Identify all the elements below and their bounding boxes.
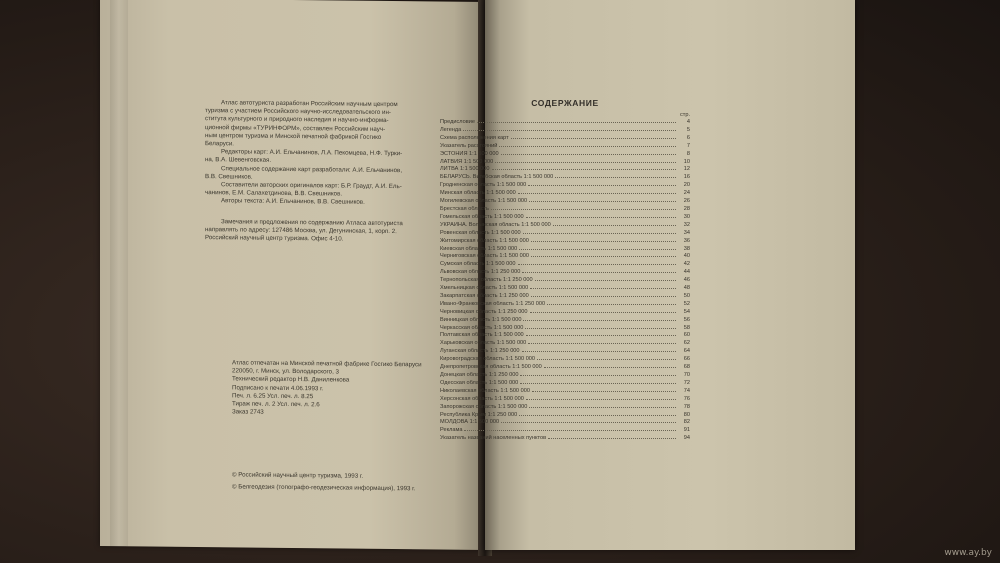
toc-leader-dots [553, 225, 676, 226]
toc-entry [440, 412, 690, 420]
copyright-line: © Белгеодезия (топографо-геодезическая информация), 1993 г. [232, 483, 416, 493]
toc-entry-title: Гомельская область 1:1 500 000 [440, 213, 524, 220]
toc-entry-page: 40 [683, 253, 690, 260]
toc-entry [440, 198, 690, 206]
toc-leader-dots [523, 233, 676, 234]
toc-entry [440, 356, 690, 364]
toc-entry-title: Днепропетровская область 1:1 500 000 [440, 364, 542, 371]
toc-entry [440, 348, 690, 356]
toc-entry [440, 285, 690, 293]
toc-entry [440, 317, 690, 325]
toc-entry-page: 44 [683, 269, 690, 276]
imprint-line: Беларуси. [205, 140, 235, 148]
print-data-block [232, 359, 452, 419]
toc-leader-dots [525, 328, 676, 329]
toc-entry-title: Черкасская область 1:1 500 000 [440, 324, 524, 331]
toc-leader-dots [501, 154, 676, 155]
toc-entry-page: 76 [683, 395, 690, 402]
toc-leader-dots [526, 335, 676, 336]
imprint-line: Редакторы карт: А.И. Ельчанинов, Л.А. Пекомцева, Н.Ф. Турки- [221, 148, 403, 158]
toc-leader-dots [519, 415, 676, 416]
toc-entry-page: 36 [683, 237, 690, 244]
toc-entry-title: Минская область 1:1 500 000 [440, 190, 516, 197]
toc-entry-page: 80 [683, 411, 690, 418]
toc-entry [440, 182, 690, 190]
toc-entry [440, 230, 690, 238]
toc-leader-dots [531, 296, 676, 297]
toc-leader-dots [548, 438, 676, 439]
toc-leader-dots [522, 272, 676, 273]
toc-leader-dots [529, 201, 676, 202]
toc-leader-dots [522, 351, 676, 352]
toc-entry [440, 396, 690, 404]
toc-entry-page: 94 [683, 435, 690, 442]
toc-entry [440, 174, 690, 182]
toc-entry-page: 60 [683, 332, 690, 339]
toc-entry-page: 70 [683, 372, 690, 378]
toc-entry [440, 119, 690, 127]
toc-entry-page: 64 [683, 348, 690, 355]
toc-entry-page: 24 [683, 190, 690, 197]
toc-leader-dots [555, 177, 676, 178]
toc-leader-dots [520, 375, 676, 376]
toc-entry-title: Донецкая область 1:1 250 000 [440, 372, 519, 378]
toc-leader-dots [547, 304, 676, 305]
print-line: Атлас отпечатан на Минской печатной фабрике Госгико Беларуси [232, 359, 422, 369]
contact-line: направлять по адресу: 127486 Москва, ул. Дегунинская, 1, корп. 2. [205, 225, 397, 235]
watermark: www.ay.by [944, 548, 992, 558]
toc-entry [440, 253, 690, 261]
toc-leader-dots [518, 193, 676, 194]
toc-entry-title: Николаевская область 1:1 500 000 [440, 387, 530, 394]
toc-entry [440, 340, 690, 348]
toc-entry-title: Хмельницкая область 1:1 500 000 [440, 285, 529, 292]
table-of-contents [440, 98, 690, 443]
imprint-line: Авторы текста: А.И. Ельчанинов, В.В. Свешников. [221, 197, 365, 207]
toc-entry [440, 151, 690, 159]
toc-page-column-label: стр. [679, 112, 690, 118]
toc-entry-title: Кировоградская область 1:1 500 000 [440, 356, 536, 363]
imprint-line: ционной фирмы «ТУРИНФОРМ», составлен Российским науч- [205, 123, 386, 133]
toc-list [440, 119, 690, 443]
toc-entry-page: 34 [683, 229, 690, 236]
toc-entry [440, 190, 690, 198]
print-line: Технический редактор Н.В. Даниленкова [232, 375, 350, 385]
toc-entry-page: 46 [683, 277, 690, 284]
toc-leader-dots [528, 185, 676, 186]
toc-entry [440, 269, 690, 277]
toc-entry [440, 159, 690, 167]
toc-entry [440, 435, 690, 443]
toc-entry-page: 5 [686, 126, 690, 133]
toc-entry-page: 30 [683, 213, 690, 220]
toc-entry [440, 261, 690, 269]
copyright-line: © Российский научный центр туризма, 1993 г. [232, 471, 364, 480]
toc-entry-title: Легенда [440, 126, 462, 133]
toc-leader-dots [477, 122, 676, 123]
toc-leader-dots [526, 217, 676, 218]
toc-entry-title: МОЛДОВА 1:1 500 000 [440, 419, 500, 426]
toc-entry-page: 52 [683, 300, 690, 307]
toc-leader-dots [520, 383, 676, 384]
toc-entry-page: 4 [686, 119, 690, 125]
toc-entry-title: Житомирская область 1:1 500 000 [440, 237, 529, 244]
toc-leader-dots [544, 367, 676, 368]
toc-entry-title: Запорожская область 1:1 500 000 [440, 403, 528, 410]
print-line: Подписано к печати 4.06.1993 г. [232, 383, 324, 392]
toc-entry-title: ЭСТОНИЯ 1:1 500 000 [440, 150, 499, 157]
toc-entry [440, 127, 690, 135]
toc-leader-dots [511, 138, 676, 139]
toc-entry [440, 143, 690, 151]
toc-entry-title: Львовская область 1:1 250 000 [440, 269, 521, 276]
toc-entry-title: Херсонская область 1:1 500 000 [440, 395, 524, 402]
toc-entry-title: Луганская область 1:1 250 000 [440, 348, 520, 355]
toc-entry [440, 214, 690, 222]
toc-entry-title: ЛИТВА 1:1 500 000 [440, 166, 490, 173]
toc-entry-title: Схема расположения карт [440, 134, 509, 141]
toc-entry-title: Могилевская область 1:1 500 000 [440, 198, 528, 205]
toc-entry-page: 68 [683, 364, 690, 371]
page-fold [110, 0, 128, 546]
toc-entry-page: 74 [683, 387, 690, 394]
toc-entry-page: 7 [686, 142, 690, 149]
toc-leader-dots [530, 312, 676, 313]
toc-entry [440, 325, 690, 333]
toc-entry-page: 62 [683, 340, 690, 347]
toc-entry-title: Республика Крым 1:1 250 000 [440, 411, 518, 418]
toc-entry-page: 48 [683, 285, 690, 292]
toc-entry [440, 222, 690, 230]
toc-entry [440, 332, 690, 340]
print-line: Тираж печ. л. 2 Усл. печ. л. 2.6 [232, 400, 320, 409]
toc-leader-dots [535, 280, 676, 281]
toc-leader-dots [492, 169, 677, 170]
toc-entry-page: 72 [683, 379, 690, 386]
print-line: 220050, г. Минск, ул. Володарского, 3 [232, 367, 339, 376]
toc-entry-title: Черновицкая область 1:1 250 000 [440, 308, 528, 315]
toc-entry-title: Реклама [440, 427, 463, 434]
toc-leader-dots [491, 209, 676, 210]
toc-leader-dots [501, 422, 676, 423]
toc-leader-dots [519, 249, 676, 250]
toc-entry-page: 56 [683, 316, 690, 323]
toc-entry [440, 388, 690, 396]
toc-entry-page: 82 [683, 419, 690, 426]
contact-line: Российский научный центр туризма. Офис 4-10. [205, 234, 344, 243]
toc-entry-page: 66 [683, 356, 690, 363]
toc-entry-page: 8 [686, 150, 690, 157]
toc-entry [440, 364, 690, 372]
toc-entry [440, 246, 690, 254]
print-line: Заказ 2743 [232, 408, 264, 416]
toc-entry [440, 372, 690, 380]
toc-leader-dots [464, 430, 676, 431]
toc-leader-dots [530, 288, 676, 289]
imprint-line: ститута культурного и природного наследия и научно-информа- [205, 115, 389, 125]
toc-entry-title: Черниговская область 1:1 500 000 [440, 253, 529, 260]
toc-leader-dots [518, 264, 677, 265]
toc-leader-dots [463, 130, 676, 131]
toc-entry-page: 50 [683, 292, 690, 299]
imprint-line: на, В.А. Шевенговская. [205, 156, 272, 165]
contact-line: Замечания и предложения по содержанию Атласа автотуриста [221, 217, 403, 227]
toc-entry-page: 6 [686, 134, 690, 141]
toc-entry [440, 206, 690, 214]
toc-entry-page: 58 [683, 324, 690, 331]
toc-leader-dots [495, 162, 676, 163]
copyright-block [232, 471, 462, 498]
toc-leader-dots [531, 256, 676, 257]
toc-entry [440, 277, 690, 285]
toc-entry-title: Предисловие [440, 119, 475, 125]
toc-entry [440, 166, 690, 174]
toc-entry-title: Указатель названий населенных пунктов [440, 435, 547, 442]
left-page [100, 0, 485, 550]
print-line: Печ. л. 6.25 Усл. печ. л. 8.25 [232, 392, 314, 401]
imprint-line: Составители авторских оригиналов карт: Б.Р. Граудт, А.И. Ель- [221, 181, 402, 191]
toc-leader-dots [537, 359, 676, 360]
toc-entry-title: Ровенская область 1:1 500 000 [440, 229, 521, 236]
toc-entry-page: 32 [683, 221, 690, 228]
toc-entry-title: Харьковская область 1:1 500 000 [440, 340, 527, 347]
toc-entry-title: Брестская область [440, 205, 489, 212]
imprint-line: Атлас автотуриста разработан Российским научным центром [221, 99, 398, 109]
toc-entry-page: 20 [683, 182, 690, 189]
toc-leader-dots [532, 391, 676, 392]
imprint-line: ным центром туризма и Минской печатной фабрикой Госгико [205, 131, 382, 141]
toc-entry [440, 238, 690, 246]
imprint-line: чанинов, Е.М. Салахетдинова, В.В. Свешников. [205, 189, 343, 198]
toc-leader-dots [528, 343, 676, 344]
toc-entry-title: Винницкая область 1:1 500 000 [440, 316, 522, 323]
toc-title: СОДЕРЖАНИЕ [531, 98, 599, 108]
toc-leader-dots [523, 320, 676, 321]
toc-entry-page: 78 [683, 403, 690, 410]
toc-entry-title: УКРАИНА. Волынская область 1:1 500 000 [440, 221, 551, 228]
toc-leader-dots [526, 399, 676, 400]
toc-entry-title: Гродненская область 1:1 500 000 [440, 182, 527, 189]
toc-entry-page: 42 [683, 261, 690, 268]
imprint-block [205, 99, 415, 244]
toc-entry-title: Ивано-Франковская область 1:1 250 000 [440, 300, 546, 307]
toc-leader-dots [531, 241, 676, 242]
toc-entry [440, 309, 690, 317]
toc-entry-page: 91 [683, 427, 690, 434]
toc-entry-title: Указатель расстояний [440, 142, 498, 149]
toc-entry-title: Киевская область 1:1 500 000 [440, 245, 518, 252]
toc-entry-page: 54 [683, 308, 690, 315]
toc-entry-title: Одесская область 1:1 500 000 [440, 379, 519, 386]
toc-entry-page: 38 [683, 245, 690, 252]
toc-entry-title: ЛАТВИЯ 1:1 500 000 [440, 158, 494, 165]
toc-entry-title: Сумская область 1:1 500 000 [440, 261, 516, 268]
toc-entry [440, 135, 690, 143]
toc-entry-title: Полтавская область 1:1 500 000 [440, 332, 524, 339]
toc-entry-title: Закарпатская область 1:1 250 000 [440, 292, 529, 299]
toc-entry [440, 419, 690, 427]
imprint-line: туризма с участием Российского научно-исследовательского ин- [205, 107, 391, 117]
toc-leader-dots [529, 407, 676, 408]
toc-entry-page: 28 [683, 205, 690, 212]
toc-entry [440, 293, 690, 301]
toc-entry [440, 380, 690, 388]
toc-entry [440, 301, 690, 309]
imprint-line: В.В. Свешников. [205, 172, 253, 181]
toc-entry-page: 10 [683, 158, 690, 165]
toc-entry-page: 12 [683, 166, 690, 173]
toc-entry-title: Тернопольская область 1:1 250 000 [440, 277, 533, 284]
toc-entry-title: БЕЛАРУСЬ. Витебская область 1:1 500 000 [440, 174, 554, 181]
imprint-line: Специальное содержание карт разработали: А.И. Ельчанинов, [221, 164, 403, 174]
toc-entry-page: 26 [683, 198, 690, 205]
toc-entry [440, 427, 690, 435]
toc-entry [440, 404, 690, 412]
toc-leader-dots [499, 146, 676, 147]
toc-entry-page: 16 [683, 174, 690, 181]
